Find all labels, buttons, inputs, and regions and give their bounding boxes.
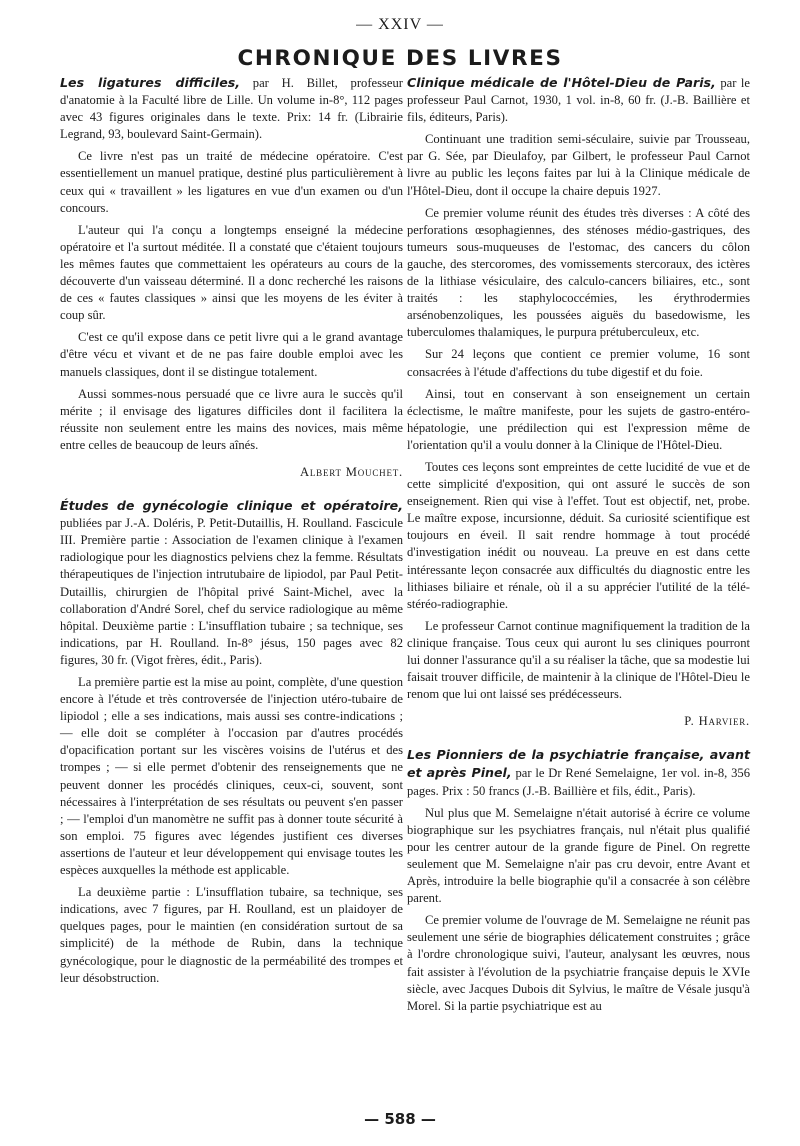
review-paragraph: Ce premier volume réunit des études très diverses : A côté des perforations œsophagiennes, des sténoses médio-gastriques, des tumeurs sous-muqueuses de l'estomac, des cancers du côlon gauche, des stercoromes, des vomissements stercoraux, des ictères de la lithiase vésiculaire, des calculo-cancers biliaires, etc., sont traités : les staphylococcémies, les érythrodermies arsénobenzoliques, les poussées aiguës du basedowisme, les tuberculomes thalamiques, le purpura prétuberculeux, etc. [407,205,750,340]
review-title: Études de gynécologie clinique et opératoire, [60,498,403,514]
review-paragraph: Sur 24 leçons que contient ce premier volume, 16 sont consacrées à l'étude d'affections du tube digestif et du foie. [407,347,750,379]
review-paragraph: Nul plus que M. Semelaigne n'était autorisé à écrire ce volume biographique sur les psychiatres français, nul n'était plus qualifié pour les centrer autour de la grande figure de Pinel. On regrette seulement que M. Semelaigne n'air pas cru devoir, entre Avant et Après, introduire la belle biographie qu'il a consacrée à son célèbre parent. [407,805,750,906]
review-ligatures-heading [60,74,403,143]
left-column [60,74,403,992]
roman-page-number: — XXIV — [356,16,444,33]
review-clinique-heading [407,74,750,126]
review-title: Clinique médicale de l'Hôtel-Dieu de Paris, [407,75,716,90]
review-paragraph: Ainsi, tout en conservant à son enseignement un certain éclectisme, le maître manifeste, pour les sujets de gastro-entéro-hépatologie, une prédilection qui est l'expression même de l'orientation qu'il a voulu donner à la Clinique de l'Hôtel-Dieu. [407,386,750,452]
review-bibliographic-info: publiées par J.-A. Doléris, P. Petit-Dutaillis, H. Roulland. Fascicule III. Première partie : Association de l'examen clinique à l'examen radiologique pour les diagnostics pelviens chez la femme. Résultats thérapeutiques de l'injection intrutubaire de lipiodol, par Paul Petit-Dutaillis, chirurgien de l'hôpital privé Saint-Michel, avec la collaboration d'André Sorel, chef du service radiologique au même hôpital. Deuxième partie : L'insufflation tubaire ; sa technique, ses indications, par H. Roulland. In-8° jésus, 150 pages avec 82 figures, 30 fr. (Vigot frères, édit., Paris). [60,516,403,667]
review-title: Les ligatures difficiles, [60,75,241,90]
right-column [407,74,750,1020]
review-paragraph: Toutes ces leçons sont empreintes de cette lucidité de vue et de cette simplicité d'exposition, qui ont assuré le succès de son enseignement. Rien qui vise à l'effet. Tout est objectif, net, probe. Le maître expose, incursionne, déduit. Sa curiosité scientifique est toujours en éveil. Il sait rendre hommage à tout procédé d'investigation inédit ou nouveau. La preuve en est dans cette intéressante leçon consacrée aux difficultés du diagnostic entre les lithiases biliaire et rénale, où il a su apprécier l'utilité de la télé-stéréo-radiographie. [407,459,750,611]
review-paragraph: Aussi sommes-nous persuadé que ce livre aura le succès qu'il mérite ; il envisage des ligatures difficiles dont il facilitera la réussite non seulement entre les mains des novices, mais même entre celles de beaucoup de leurs aînés. [60,386,403,452]
review-paragraph: Ce livre n'est pas un traité de médecine opératoire. C'est essentiellement un manuel pratique, destiné plus particulièrement à ceux qui « travaillent » les ligatures en vue d'un examen ou d'un concours. [60,149,403,215]
review-paragraph: L'auteur qui l'a conçu a longtemps enseigné la médecine opératoire et l'a surtout méditée. Il a constaté que c'étaient toujours les mêmes fautes que commettaient les opérateurs au cours de la découverte d'un vaisseau déterminé. Il a donc recherché les raisons de ces « fautes classiques » ainsi que les moyens de les éviter à coup sûr. [60,222,403,323]
review-bibliographic-info: par le Dr René Semelaigne, 1er vol. in-8, 356 pages. Prix : 50 francs (J.-B. Baillière et fils, édit., Paris). [407,766,751,798]
review-signature: P. Harvier. [684,714,750,729]
review-paragraph: Continuant une tradition semi-séculaire, suivie par Trousseau, par G. Sée, par Dieulafoy, par Gilbert, le professeur Paul Carnot livre au public les leçons faites par lui à la Clinique médicale de l'Hôtel-Dieu, dont il occupe la chaire depuis 1927. [407,132,750,198]
review-bibliographic-info: par le professeur Paul Carnot, 1930, 1 vol. in-8, 60 fr. (J.-B. Baillière et fils, éditeurs, Paris). [407,76,750,125]
review-title: Les Pionniers de la psychiatrie française, avant et après Pinel, [407,747,750,781]
review-paragraph: C'est ce qu'il expose dans ce petit livre qui a le grand avantage d'être vécu et vivant et de ne pas faire double emploi avec les manuels classiques, dont il se distingue totalement. [60,330,403,379]
review-paragraph: Ce premier volume de l'ouvrage de M. Semelaigne ne réunit pas seulement une série de biographies délicatement construites ; grâce à l'ordre chronologique suivi, l'auteur, analysant les œuvres, nous fait assister à l'évolution de la psychiatrie française depuis le XVIe siècle, avec Jacques Dubois dit Sylvius, le maître de Vésale jusqu'à Morel. Si la partie psychiatrique est au [407,913,750,1013]
review-pionniers-heading [407,746,750,799]
page-number: — 588 — [364,1110,436,1128]
review-gynecologie-heading [60,497,403,669]
review-bibliographic-info: par H. Billet, professeur d'anatomie à la Faculté libre de Lille. Un volume in-8°, 112 pages avec 43 figures originales dans le texte. Prix: 14 fr. (Librairie Legrand, 93, boulevard Saint-Germain). [60,76,403,142]
review-paragraph: La première partie est la mise au point, complète, d'une question encore à l'étude et très controversée de l'injection utéro-tubaire de lipiodol ; elle a ses indications, mais aussi ses contre-indications ; — elle doit se compléter à l'occasion par d'autres procédés d'opacification portant sur les viscères voisins de l'utérus et des trompes ; — si elle permet d'obtenir des renseignements que ne peuvent donner les procédés cliniques, ceux-ci, souvent, sont nécessaires à l'interprétation de ses résultats ou peuvent s'en passer ; — l'emploi d'un manomètre ne suffit pas à donner toute sécurité à son emploi. 75 figures avec légendes justifient ces diverses assertions de l'auteur et leur développement qui envisage toutes les espèces auxquelles la méthode est applicable. [60,675,403,878]
review-paragraph: Le professeur Carnot continue magnifiquement la tradition de la clinique française. Tous ceux qui auront lu ses cliniques pourront lui donner l'assurance qu'il a su réaliser la tâche, que sa modestie lui faisait trouver difficile, de maintenir à la clinique de l'Hôtel-Dieu le renom que lui ont laissé ses prédécesseurs. [407,618,750,702]
review-signature: Albert Mouchet. [299,464,403,479]
review-paragraph: La deuxième partie : L'insufflation tubaire, sa technique, ses indications, avec 7 figures, par H. Roulland, est un plaidoyer de quelques pages, pour le maintien (en considération surtout de sa simplicité) de la méthode de Rubin, dans la technique gynécologique, pour le diagnostic de la perméabilité des trompes et leur désobstruction. [60,885,403,985]
page-title: CHRONIQUE DES LIVRES [237,46,563,71]
